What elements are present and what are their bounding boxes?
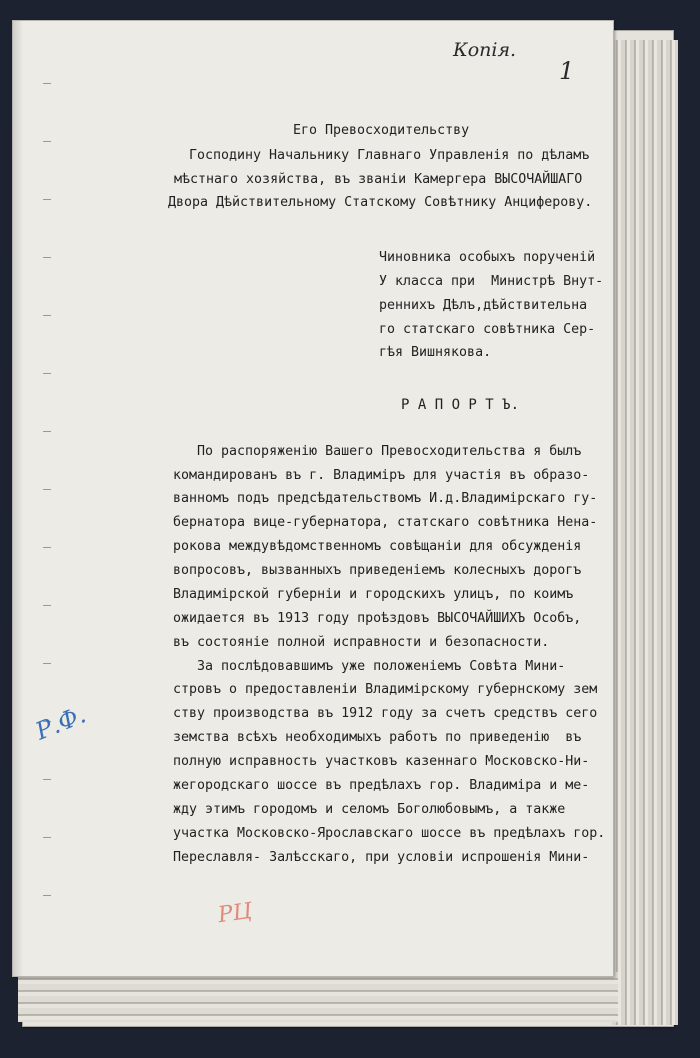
body-line: бернатора вице-губернатора, статскаго совѣтника Ненa-: [173, 515, 598, 530]
body-line: участка Московско-Ярославскаго шоссе въ предѣлахъ гор.: [173, 826, 606, 841]
sender-line: Чиновника особыхъ порученій: [379, 250, 596, 265]
page-number-handwritten: 1: [559, 57, 575, 85]
blue-pencil-mark: Р.Ф.: [31, 700, 90, 746]
kopia-handwritten: Копія.: [453, 39, 517, 61]
body-line: рокова междувѣдомственномъ совѣщаніи для обсужденія: [173, 539, 582, 554]
sender-line: реннихъ Дѣлъ,дѣйствительна: [379, 298, 588, 313]
margin-tick: [43, 373, 51, 374]
body-line: жду этимъ городомъ и селомъ Боголюбовымъ, а также: [173, 802, 566, 817]
stacked-page-bottoms: [18, 972, 618, 1022]
addressee-line: Господину Начальнику Главнаго Управленія по дѣламъ: [189, 148, 590, 163]
margin-tick: [43, 489, 51, 490]
margin-tick: [43, 547, 51, 548]
addressee-line: Его Превосходительству: [293, 123, 470, 138]
body-line: ству производства въ 1912 году за счетъ средствъ сего: [173, 706, 598, 721]
document-page: [12, 20, 614, 977]
body-line: ожидается въ 1913 году проѣздовъ ВЫСОЧАЙШИХЪ Особъ,: [173, 611, 582, 626]
margin-tick: [43, 605, 51, 606]
body-line: жегородскаго шоссе въ предѣлахъ гор. Владиміра и ме-: [173, 778, 590, 793]
margin-tick: [43, 315, 51, 316]
body-line: ванномъ подъ предсѣдательствомъ И.д.Владимірскаго гу-: [173, 491, 598, 506]
addressee-line: мѣстнаго хозяйства, въ званіи Камергера ВЫСОЧАЙШАГО: [174, 172, 583, 187]
binding-shadow: [13, 21, 23, 976]
margin-tick: [43, 663, 51, 664]
body-line: командированъ въ г. Владиміръ для участія въ образо-: [173, 468, 590, 483]
margin-tick: [43, 779, 51, 780]
margin-tick: [43, 837, 51, 838]
body-line: За послѣдовавшимъ уже положеніемъ Совѣта Мини-: [173, 659, 566, 674]
document-title: Р А П О Р Т Ъ.: [401, 397, 520, 413]
sender-line: го статскаго совѣтника Сер-: [379, 322, 596, 337]
sender-line: гѣя Вишнякова.: [379, 345, 492, 360]
addressee-line: Двора Дѣйствительному Статскому Совѣтнику Анциферову.: [168, 195, 593, 210]
body-line: земства всѣхъ необходимыхъ работъ по приведенію въ: [173, 730, 582, 745]
margin-tick: [43, 141, 51, 142]
body-line: вопросовъ, вызванныхъ приведеніемъ колесныхъ дорогъ: [173, 563, 582, 578]
body-line: стровъ о предоставленіи Владимірскому губернскому зем: [173, 682, 598, 697]
margin-tick: [43, 83, 51, 84]
margin-tick: [43, 431, 51, 432]
body-line: въ состояніе полной исправности и безопасности.: [173, 635, 550, 650]
sender-line: У класса при Министрѣ Внут-: [379, 274, 604, 289]
margin-tick: [43, 257, 51, 258]
margin-tick: [43, 199, 51, 200]
stacked-page-edges: [612, 40, 678, 1025]
body-line: Владимірской губерніи и городскихъ улицъ, по коимъ: [173, 587, 574, 602]
red-pencil-mark: РЦ: [216, 898, 254, 929]
margin-tick: [43, 895, 51, 896]
body-line: Переславля- Залѣсскаго, при условіи испрошенія Мини-: [173, 850, 590, 865]
body-line: По распоряженію Вашего Превосходительства я былъ: [173, 444, 582, 459]
body-line: полную исправность участковъ казеннаго Московско-Ни-: [173, 754, 590, 769]
